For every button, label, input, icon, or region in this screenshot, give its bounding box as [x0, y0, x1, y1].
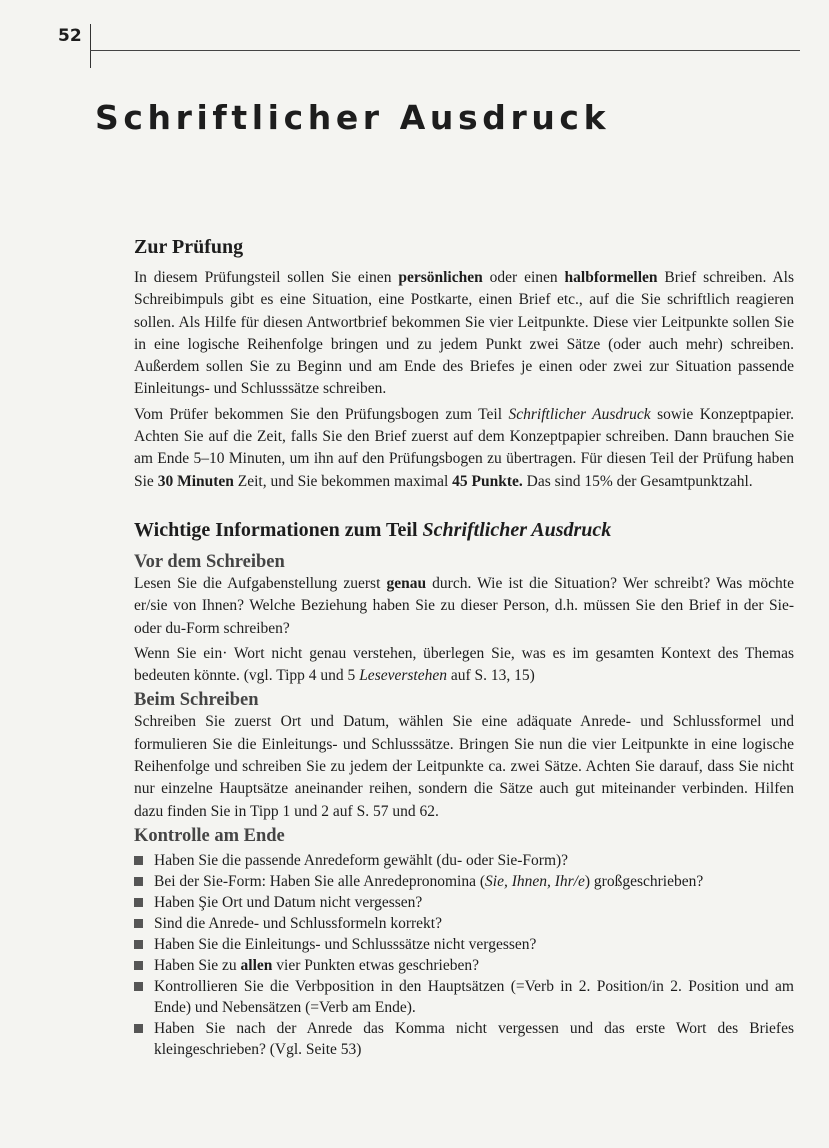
list-item: [134, 913, 794, 934]
text-run: Das sind 15% der Gesamtpunktzahl.: [522, 472, 753, 490]
text-run: Haben Sie zu: [154, 956, 241, 974]
section-heading-informationen: [134, 519, 794, 542]
section-heading-pruefung: Zur Prüfung: [134, 236, 244, 258]
text-run: Lesen Sie die Aufgabenstellung zuerst: [134, 574, 387, 592]
square-bullet-icon: [134, 877, 143, 886]
text-run: Haben Sie die passende Anredeform gewählt (du- oder Sie-Form)?: [154, 851, 569, 869]
text-run: In diesem Prüfungsteil sollen Sie einen: [134, 269, 399, 286]
list-item: [134, 871, 794, 892]
text-run: sowie Konzeptpapier. Achten Sie auf die Zeit, falls Sie den Brief zuerst auf dem Konzeptpapier schreiben. Dann brauchen Sie am Ende 5–10 Minuten, um ihn auf den Prüfungsbogen zu übertragen. Für diesen Teil der Prüfung haben Sie: [134, 405, 795, 490]
text-run: Sind die Anrede- und Schlussformeln korrekt?: [154, 914, 442, 932]
square-bullet-icon: [134, 856, 143, 865]
text-run: Vom Prüfer bekommen Sie den Prüfungsbogen zum Teil: [134, 405, 509, 423]
text-run: Brief schreiben. Als Schreibimpuls gibt es eine Situation, eine Postkarte, einen Brief etc., auf die Sie schriftlich reagieren sollen. Als Hilfe für diesen Antwortbrief bekommen Sie vier Leitpunkte. Diese vier Leitpunkte sollen Sie in eine logische Reihenfolge bringen und zu jedem Punkt zwei Sätze (oder auch mehr) schreiben. Außerdem sollen Sie zu Beginn und am Ende des Briefes je einen oder zwei zur Situation passende Einleitungs- und Schlusssätze schreiben.: [134, 269, 794, 398]
beim-paragraph: Schreiben Sie zuerst Ort und Datum, wählen Sie eine adäquate Anrede- und Schlussformel und formulieren Sie die Einleitungs- und Schlusssätze. Bringen Sie nun die vier Leitpunkte in eine logische Reihenfolge und schreiben Sie zu jedem der Leitpunkte ca. zwei Sätze. Achten Sie darauf, dass Sie nicht nur einzelne Hauptsätze aneinander reihen, sondern die Sätze auch gut miteinander verbinden. Hilfen dazu finden Sie in Tipp 1 und 2 auf S. 57 und 62.: [134, 713, 794, 820]
pruefung-paragraph-1: [134, 267, 794, 401]
list-item: [134, 976, 794, 1018]
text-run: Wenn Sie ein· Wort nicht genau verstehen, überlegen Sie, was es im gesamten Kontext des Themas bedeuten könnte. (vgl. Tipp 4 und 5: [134, 644, 794, 685]
list-item: [134, 1018, 794, 1060]
text-run: Haben Şie Ort und Datum nicht vergessen?: [154, 893, 423, 911]
list-item: [134, 892, 794, 913]
emphasis-zeit: 30 Minuten: [157, 472, 234, 490]
text-run: auf S. 13, 15): [447, 667, 535, 685]
content: [134, 236, 794, 1060]
emphasis-allen: allen: [240, 956, 273, 974]
square-bullet-icon: [134, 919, 143, 928]
text-run: Haben Sie die Einleitungs- und Schlusssätze nicht vergessen?: [154, 935, 537, 953]
square-bullet-icon: [134, 961, 143, 970]
vor-block: [134, 573, 794, 687]
italic-teilname: Schriftlicher Ausdruck: [508, 405, 651, 423]
subheading-kontrolle: Kontrolle am Ende: [134, 825, 285, 846]
subheading-beim-schreiben: Beim Schreiben: [134, 690, 259, 711]
text-run: Kontrollieren Sie die Verbposition in den Hauptsätzen (=Verb in 2. Position/in 2. Position und am Ende) und Nebensätzen (=Verb am Ende).: [154, 977, 794, 1016]
pruefung-paragraph-2: [134, 404, 794, 493]
emphasis-halbformell: halbformellen: [564, 269, 658, 286]
header-divider: [90, 24, 91, 68]
text-run: Haben Sie nach der Anrede das Komma nicht vergessen und das erste Wort des Briefes kleingeschrieben? (Vgl. Seite 53): [154, 1019, 794, 1058]
kontrolle-checklist: [134, 850, 794, 1060]
vor-paragraph-1: [134, 573, 794, 640]
vor-paragraph-2: [134, 643, 794, 688]
text-run: oder einen: [482, 269, 565, 286]
heading-italic: Schriftlicher Ausdruck: [422, 518, 612, 541]
subheading-vor-dem-schreiben: Vor dem Schreiben: [134, 551, 285, 572]
text-run: vier Punkten etwas geschrieben?: [272, 956, 479, 974]
square-bullet-icon: [134, 940, 143, 949]
emphasis-punkte: 45 Punkte.: [452, 472, 523, 490]
text-run: Bei der Sie-Form: Haben Sie alle Anredepronomina (: [154, 872, 486, 890]
square-bullet-icon: [134, 898, 143, 907]
list-item: [134, 955, 794, 976]
page-title: Schriftlicher Ausdruck: [95, 98, 611, 137]
emphasis-genau: genau: [386, 574, 427, 592]
italic-pronomina: Sie, Ihnen, Ihr/e: [485, 872, 585, 890]
italic-leseverstehen: Leseverstehen: [359, 667, 447, 685]
list-item: [134, 850, 794, 871]
square-bullet-icon: [134, 982, 143, 991]
header-rule: [90, 50, 800, 51]
square-bullet-icon: [134, 1024, 143, 1033]
text-run: ) großgeschrieben?: [584, 872, 704, 890]
list-item: [134, 934, 794, 955]
heading-text: Wichtige Informationen zum Teil: [134, 518, 423, 541]
beim-block: [134, 711, 794, 822]
emphasis-persoenlich: persönlichen: [398, 269, 483, 286]
text-run: durch. Wie ist die Situation? Wer schreibt? Was möchte er/sie von Ihnen? Welche Beziehung haben Sie zu dieser Person, d.h. müssen Sie den Brief in der Sie- oder du-Form schreiben?: [134, 574, 794, 637]
page-number: 52: [58, 26, 82, 46]
text-run: Zeit, und Sie bekommen maximal: [233, 472, 453, 490]
